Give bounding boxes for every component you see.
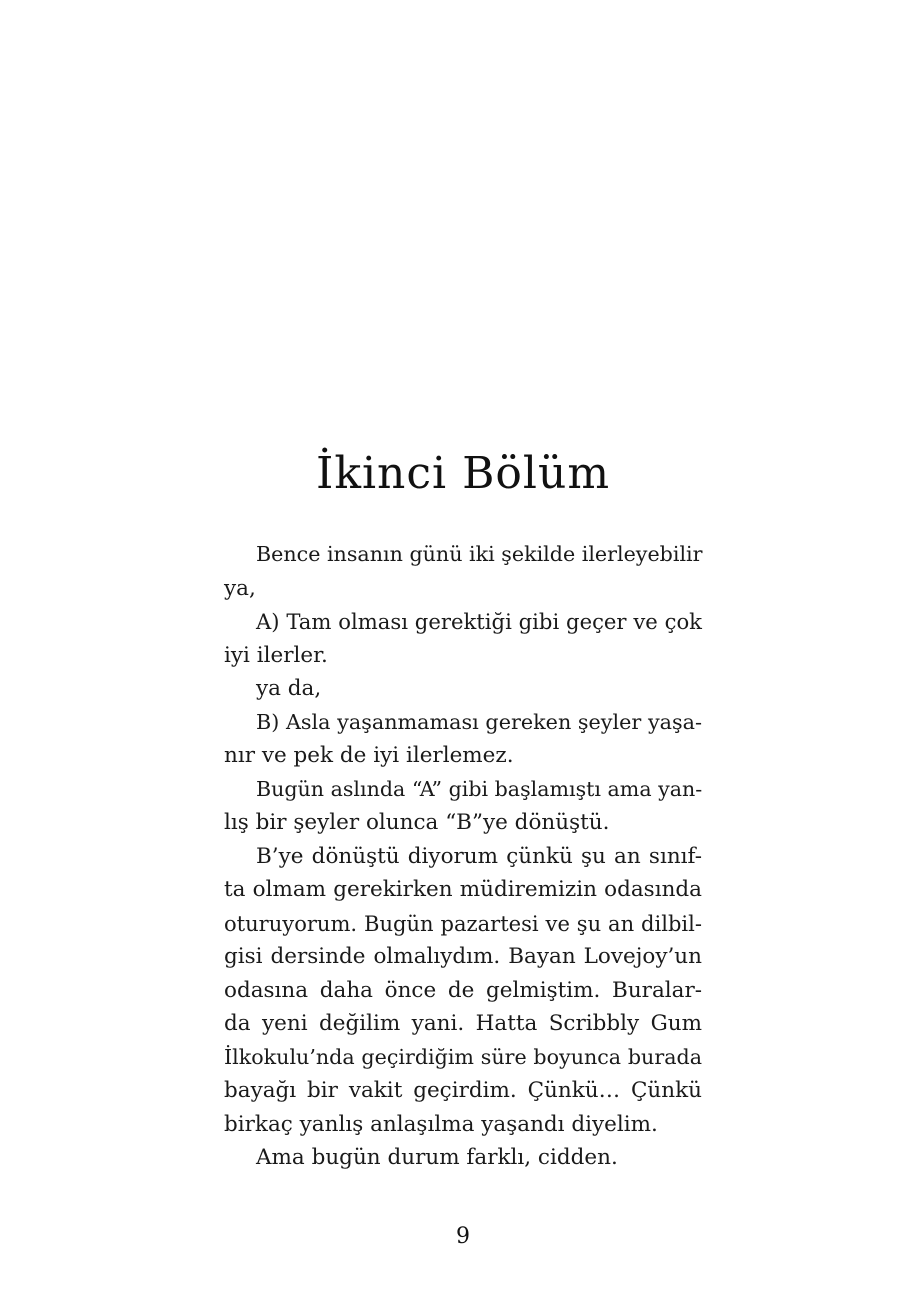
text-line: ya, bbox=[224, 575, 256, 601]
text-line: ya da, bbox=[256, 676, 322, 701]
text-line: oturuyorum. Bugün pazartesi ve şu an dilbil- bbox=[224, 910, 702, 936]
paragraph bbox=[224, 605, 702, 672]
text-line: nır ve pek de iyi ilerlemez. bbox=[224, 743, 514, 768]
text-line: Bence insanın günü iki şekilde ilerleyebilir bbox=[256, 542, 703, 566]
chapter-title: İkinci Bölüm bbox=[315, 448, 611, 499]
text-line: ta olmam gerekirken müdiremizin odasında bbox=[224, 877, 702, 902]
text-line: B’ye dönüştü diyorum çünkü şu an sınıf- bbox=[256, 843, 702, 869]
text-line: B) Asla yaşanmaması gereken şeyler yaşa- bbox=[256, 709, 702, 734]
page-number: 9 bbox=[456, 1224, 470, 1249]
text-line: İlkokulu’nda geçirdiğim süre boyunca burada bbox=[224, 1044, 702, 1069]
text-line: bayağı bir vakit geçirdim. Çünkü… Çünkü bbox=[224, 1078, 702, 1103]
text-line: lış bir şeyler olunca “B”ye dönüştü. bbox=[224, 810, 610, 835]
text-line: da yeni değilim yani. Hatta Scribbly Gum bbox=[224, 1011, 702, 1036]
chapter-body bbox=[224, 538, 702, 1175]
paragraph bbox=[224, 538, 702, 605]
text-line: odasına daha önce de gelmiştim. Buralar- bbox=[224, 977, 702, 1003]
paragraph bbox=[224, 706, 702, 773]
text-line: birkaç yanlış anlaşılma yaşandı diyelim. bbox=[224, 1111, 658, 1137]
paragraph bbox=[224, 773, 702, 840]
paragraph bbox=[224, 672, 702, 706]
text-line: Ama bugün durum farklı, cidden. bbox=[256, 1145, 618, 1170]
paragraph bbox=[224, 1141, 702, 1175]
text-line: Bugün aslında “A” gibi başlamıştı ama yan- bbox=[256, 776, 703, 801]
paragraph bbox=[224, 840, 702, 1142]
text-line: A) Tam olması gerektiği gibi geçer ve çok bbox=[256, 609, 702, 634]
text-line: iyi ilerler. bbox=[224, 642, 328, 668]
text-line: gisi dersinde olmalıydım. Bayan Lovejoy’un bbox=[224, 944, 702, 969]
